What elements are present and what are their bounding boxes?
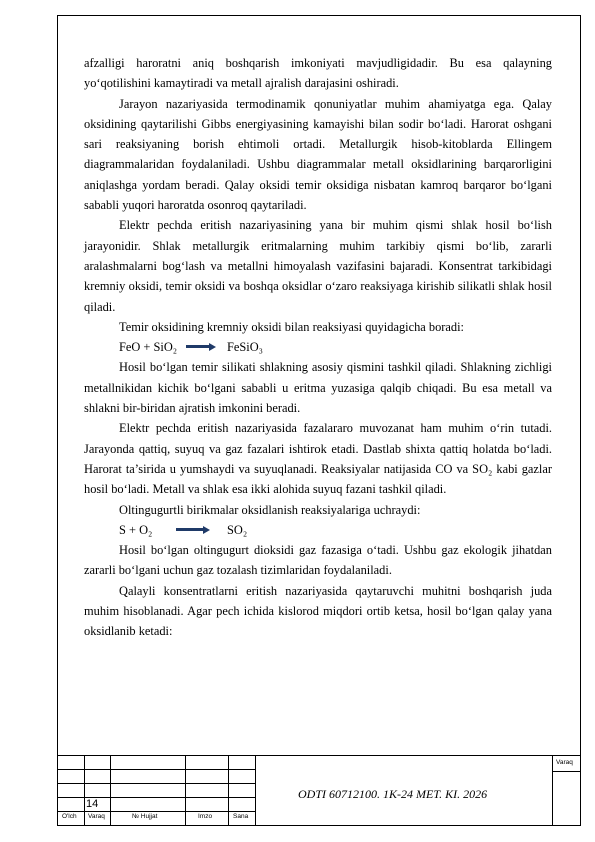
equation-2-right: SO₂ xyxy=(227,522,248,537)
equation-2-left: S + O₂ xyxy=(119,522,153,537)
equation-1-right: FeSiO₃ xyxy=(227,340,263,355)
page-number: 14 xyxy=(86,798,99,810)
paragraph-5: Hosil bo‘lgan temir silikati shlakning asosiy qismini tashkil qiladi. Shlakning zichligi metallnikidan kichik bo‘lgani sababli u eritma yuzasiga qalqib chiqadi. Bu esa metall va shlakni bir-biridan ajratish imkonini beradi. xyxy=(84,360,552,416)
arrow-right-icon xyxy=(186,344,216,350)
document-body xyxy=(84,53,552,642)
equation-1-left: FeO + SiO₂ xyxy=(119,340,178,355)
arrow-right-icon xyxy=(176,527,210,533)
paragraph-3: Elektr pechda eritish nazariyasining yana bir muhim qismi shlak hosil bo‘lish jarayonidir. Shlak metallurgik eritmalarning muhim tarkibiy qismi bo‘lib, zararli aralashmalarni bog‘lash va metallni himoyalash vazifasini bajaradi. Konsentrat tarkibidagi kremniy oksidi, temir oksidi va boshqa oksidlar o‘zaro reaksiyaga kirishib silikatli shlak hosil qiladi. xyxy=(84,218,552,314)
column-hujjat: № Hujjat xyxy=(132,813,158,820)
paragraph-7: Oltingugurtli birikmalar oksidlanish reaksiyalariga uchraydi: xyxy=(119,502,421,517)
paragraph-2: Jarayon nazariyasida termodinamik qonuniyatlar muhim ahamiyatga ega. Qalay oksidining qaytarilishi Gibbs energiyasining kamayishi bilan sodir bo‘ladi. Harorat oshgani sari reaksiyaning borish ehtimoli ortadi. Metallurgik hisob-kitoblarda Ellingem diagrammalaridan foydalaniladi. Ushbu diagrammalar metall oksidlarining barqarorligini aniqlashga yordam beradi. Qalay oksidi temir oksidiga nisbatan kamroq barqaror bo‘lgani sababli yuqori haroratda osonroq qaytariladi. xyxy=(84,96,552,213)
column-sana: Sana xyxy=(233,813,249,820)
paragraph-9: Qalayli konsentratlarni eritish nazariyasida qaytaruvchi muhitni boshqarish juda muhim hisoblanadi. Agar pech ichida kislorod miqdori ortib ketsa, hosil bo‘lgan qalay yana oksidlanib ketadi: xyxy=(84,583,552,639)
equation-feo-sio2 xyxy=(119,337,552,357)
document-code: ODTI 60712100. 1K-24 MET. KI. 2026 xyxy=(298,787,488,801)
column-olch: O'lch xyxy=(62,813,77,820)
paragraph-1: afzalligi haroratni aniq boshqarish imkoniyati mavjudligidadir. Bu esa qalayning yo‘qotilishini kamaytiradi va metall ajralish darajasini oshiradi. xyxy=(84,56,552,91)
paragraph-6: Elektr pechda eritish nazariyasida fazalararo muvozanat ham muhim o‘rin tutadi. Jarayonda qattiq, suyuq va gaz fazalari ishtirok etadi. Dastlab shixta qattiq holatda bo‘ladi. Harorat ta’sirida u yumshaydi va suyuqlanadi. Reaksiyalar natijasida CO va SO₂ kabi gazlar hosil bo‘ladi. Metall va shlak esa ikki alohida suyuq fazani tashkil qiladi. xyxy=(84,421,552,497)
varaq-label: Varaq xyxy=(556,759,573,766)
paragraph-4: Temir oksidining kremniy oksidi bilan reaksiyasi quyidagicha boradi: xyxy=(119,319,464,334)
column-varaq: Varaq xyxy=(88,813,105,820)
title-block xyxy=(57,755,581,826)
equation-s-o2 xyxy=(119,520,552,540)
column-imzo: Imzo xyxy=(198,813,213,820)
paragraph-8: Hosil bo‘lgan oltingugurt dioksidi gaz fazasiga o‘tadi. Ushbu gaz ekologik jihatdan zararli bo‘lgani uchun gaz tozalash tizimlaridan foydalaniladi. xyxy=(84,543,552,578)
